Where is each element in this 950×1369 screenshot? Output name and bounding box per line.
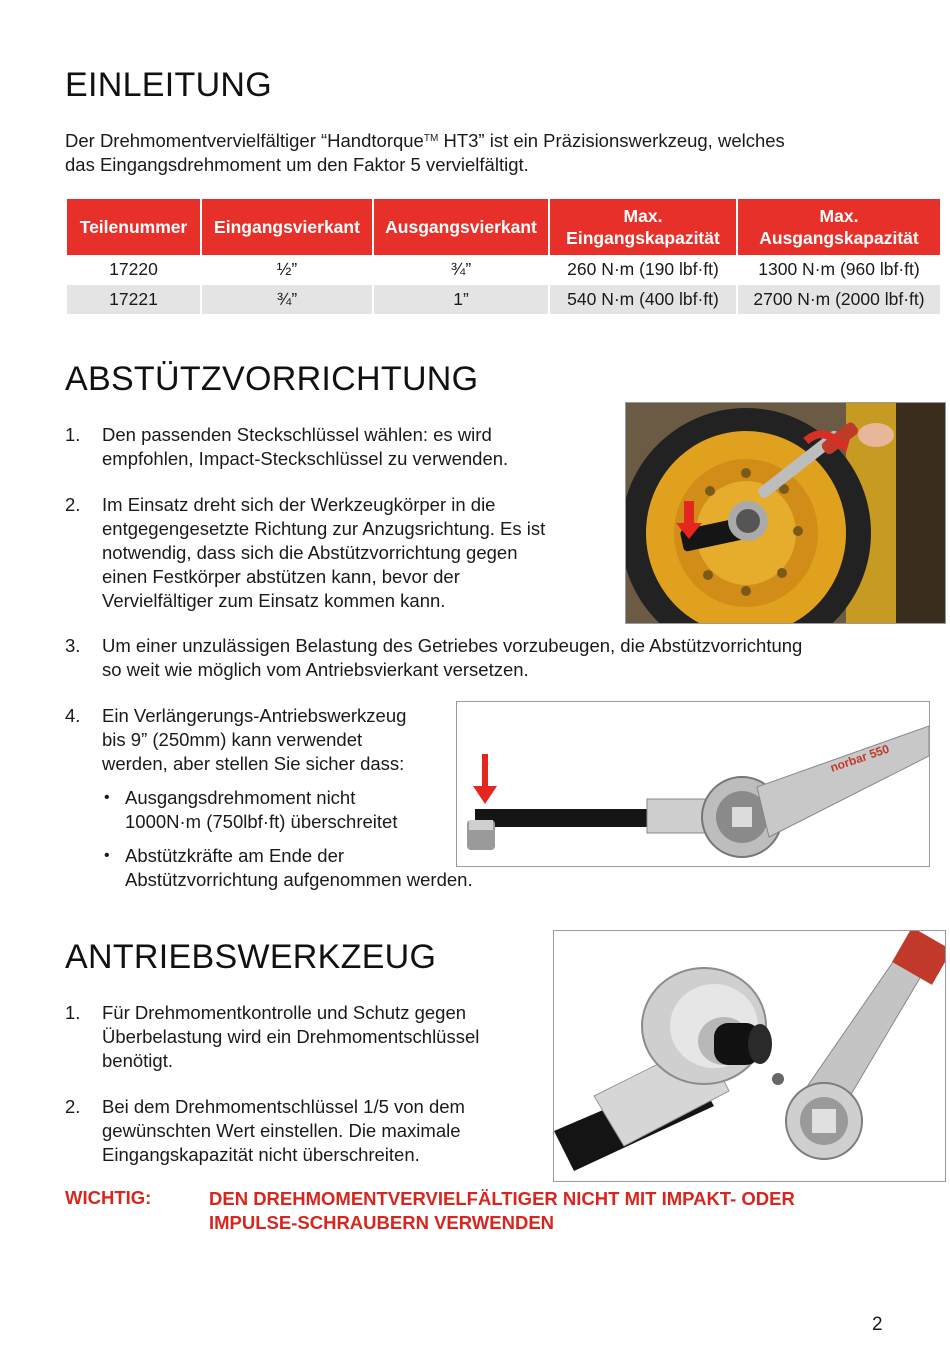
- wrench-brand-label: norbar 550: [828, 741, 891, 775]
- table-cell: 260 N·m (190 lbf·ft): [549, 255, 737, 285]
- bullet-dot: •: [104, 789, 110, 806]
- table-cell: 1”: [373, 285, 549, 315]
- table-cell: 540 N·m (400 lbf·ft): [549, 285, 737, 315]
- intro-line-1: Der Drehmomentvervielfältiger “Handtorque™ HT3” ist ein Präzisionswerkzeug, welches: [65, 130, 785, 151]
- table-header-row: [67, 199, 940, 255]
- table-cell: 1300 N·m (960 lbf·ft): [737, 255, 940, 285]
- table-cell: 17221: [67, 285, 201, 315]
- bullet-item: Abstützkräfte am Ende der Abstützvorrichtung aufgenommen werden.: [125, 845, 473, 890]
- tire-multiplier-photo: [625, 402, 946, 624]
- tire-multiplier-illustration: [626, 403, 945, 623]
- list-item: Für Drehmomentkontrolle und Schutz gegen Überbelastung wird ein Drehmomentschlüssel benötigt.: [102, 1002, 480, 1071]
- list-number: 2.: [65, 1096, 81, 1117]
- list-item: Bei dem Drehmomentschlüssel 1/5 von dem gewünschten Wert einstellen. Die maximale Eingangskapazität nicht überschreiten.: [102, 1096, 465, 1165]
- list-number: 1.: [65, 424, 81, 445]
- table-row: [67, 255, 940, 285]
- bullet-dot: •: [104, 847, 110, 864]
- th-max-ausgang: Max. Ausgangskapazität: [737, 199, 940, 255]
- th-ausgangsvierkant: Ausgangsvierkant: [373, 199, 549, 255]
- list-item: Ein Verlängerungs-Antriebswerkzeug bis 9” (250mm) kann verwendet werden, aber stellen Sie sicher dass:: [102, 705, 407, 774]
- section-title-antriebswerkzeug: ANTRIEBSWERKZEUG: [65, 938, 437, 976]
- page-number: 2: [872, 1314, 883, 1335]
- table-cell: 17220: [67, 255, 201, 285]
- th-eingangsvierkant: Eingangsvierkant: [201, 199, 373, 255]
- table-cell: 2700 N·m (2000 lbf·ft): [737, 285, 940, 315]
- list-item: Den passenden Steckschlüssel wählen: es wird empfohlen, Impact-Steckschlüssel zu verwenden.: [102, 424, 509, 469]
- intro-paragraph: [65, 129, 915, 177]
- warning-text: DEN DREHMOMENTVERVIELFÄLTIGER NICHT MIT IMPAKT- ODER IMPULSE-SCHRAUBERN VERWENDEN: [209, 1188, 795, 1233]
- list-item: Im Einsatz dreht sich der Werkzeugkörper in die entgegengesetzte Richtung zur Anzugsrichtung. Es ist notwendig, dass sich die Abstützvorrichtung gegen einen Festkörper abstützen kann, bevor der Vervielfältiger zum Einsatz kommen kann.: [102, 494, 546, 611]
- th-teilenummer: Teilenummer: [67, 199, 201, 255]
- trademark-sup: TM: [423, 133, 439, 144]
- torque-wrench-photo: [553, 930, 946, 1182]
- list-number: 2.: [65, 494, 81, 515]
- section-title-einleitung: EINLEITUNG: [65, 66, 273, 104]
- extension-wrench-illustration: [457, 702, 929, 866]
- warning-label: WICHTIG:: [65, 1187, 152, 1208]
- list-number: 1.: [65, 1002, 81, 1023]
- table-cell: ¾”: [201, 285, 373, 315]
- spec-table: [67, 199, 940, 314]
- torque-wrench-illustration: [554, 931, 945, 1181]
- list-item: Um einer unzulässigen Belastung des Getriebes vorzubeugen, die Abstützvorrichtung so weit wie möglich vom Antriebsvierkant versetzen.: [102, 635, 803, 680]
- extension-wrench-photo: [456, 701, 930, 867]
- table-cell: ½”: [201, 255, 373, 285]
- section-title-abstuetzvorrichtung: ABSTÜTZVORRICHTUNG: [65, 360, 479, 398]
- intro-line-2: das Eingangsdrehmoment um den Faktor 5 vervielfältigt.: [65, 154, 529, 175]
- list-number: 3.: [65, 635, 81, 656]
- th-max-eingang: Max. Eingangskapazität: [549, 199, 737, 255]
- list-number: 4.: [65, 705, 81, 726]
- table-row: [67, 285, 940, 315]
- bullet-item: Ausgangsdrehmoment nicht 1000N·m (750lbf·ft) überschreitet: [125, 787, 398, 832]
- table-cell: ¾”: [373, 255, 549, 285]
